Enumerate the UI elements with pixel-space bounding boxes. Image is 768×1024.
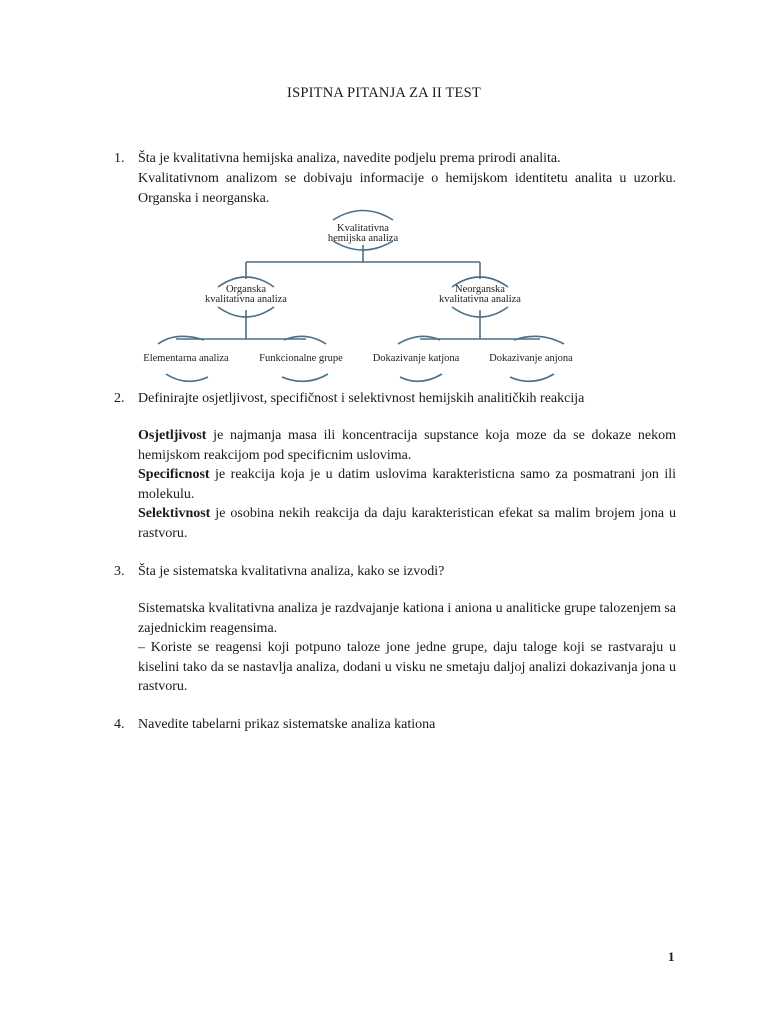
page-number: 1 — [668, 949, 675, 964]
left-node-label-2: kvalitativna analiza — [205, 294, 287, 305]
definition-specificnost: Specificnost je reakcija koja je u datim uslovima karakteristicna samo za posmatrani jon ili molekulu. — [138, 467, 676, 502]
leaf-label-katjona: Dokazivanje katjona — [372, 353, 460, 364]
right-node-label-2: kvalitativna analiza — [439, 294, 521, 305]
answer-text: Kvalitativnom analizom se dobivaju informacije o hemijskom identitetu analita u uzorku. Organska i neorganska. — [138, 171, 676, 206]
answer-2 — [138, 426, 676, 543]
question-text: Definirajte osjetljivost, specifičnost i selektivnost hemijskih analitičkih reakcija — [138, 391, 585, 406]
question-number: 3. — [114, 564, 125, 579]
leaf-label-anjona: Dokazivanje anjona — [489, 353, 573, 364]
root-label-2: hemijska analiza — [327, 233, 399, 244]
term-specificnost: Specificnost — [138, 467, 210, 482]
question-number: 1. — [114, 151, 125, 166]
classification-diagram — [136, 207, 590, 385]
question-number: 2. — [114, 391, 125, 406]
question-text: Šta je sistematska kvalitativna analiza, kako se izvodi? — [138, 564, 445, 579]
answer-1 — [138, 169, 676, 208]
answer-paragraph-2: – Koriste se reagensi koji potpuno taloze jone jedne grupe, daju taloge koji se rastvaraju u kiselini tako da se nastavlja analiza, dodani u visku ne smetaju daljoj analizi dokazivanja jona u rastvoru. — [138, 640, 676, 694]
root-label-1: Kvalitativna — [337, 223, 389, 234]
question-text: Šta je kvalitativna hemijska analiza, navedite podjelu prema prirodi analita. — [138, 151, 561, 166]
question-text: Navedite tabelarni prikaz sistematske analiza kationa — [138, 717, 436, 732]
definition-osjetljivost: Osjetljivost je najmanja masa ili koncentracija supstance koja moze da se dokaze nekom hemijskom reakcijom pod specificnim uslovima. — [138, 428, 676, 463]
answer-paragraph-1: Sistematska kvalitativna analiza je razdvajanje kationa i aniona u analiticke grupe talozenjem sa zajednickim reagensima. — [138, 601, 677, 636]
term-selektivnost: Selektivnost — [138, 506, 211, 521]
page-title: ISPITNA PITANJA ZA II TEST — [287, 85, 481, 101]
term-osjetljivost: Osjetljivost — [138, 428, 207, 443]
right-node-label-1: Neorganska — [455, 284, 505, 295]
left-node-label-1: Organska — [225, 284, 267, 295]
leaf-label-funkcionalne: Funkcionalne grupe — [259, 353, 343, 364]
definition-selektivnost: Selektivnost je osobina nekih reakcija da daju karakteristican efekat sa malim brojem jona u rastvoru. — [138, 506, 676, 541]
question-number: 4. — [114, 717, 125, 732]
leaf-label-elementarna: Elementarna analiza — [143, 353, 229, 364]
answer-3 — [138, 599, 676, 697]
